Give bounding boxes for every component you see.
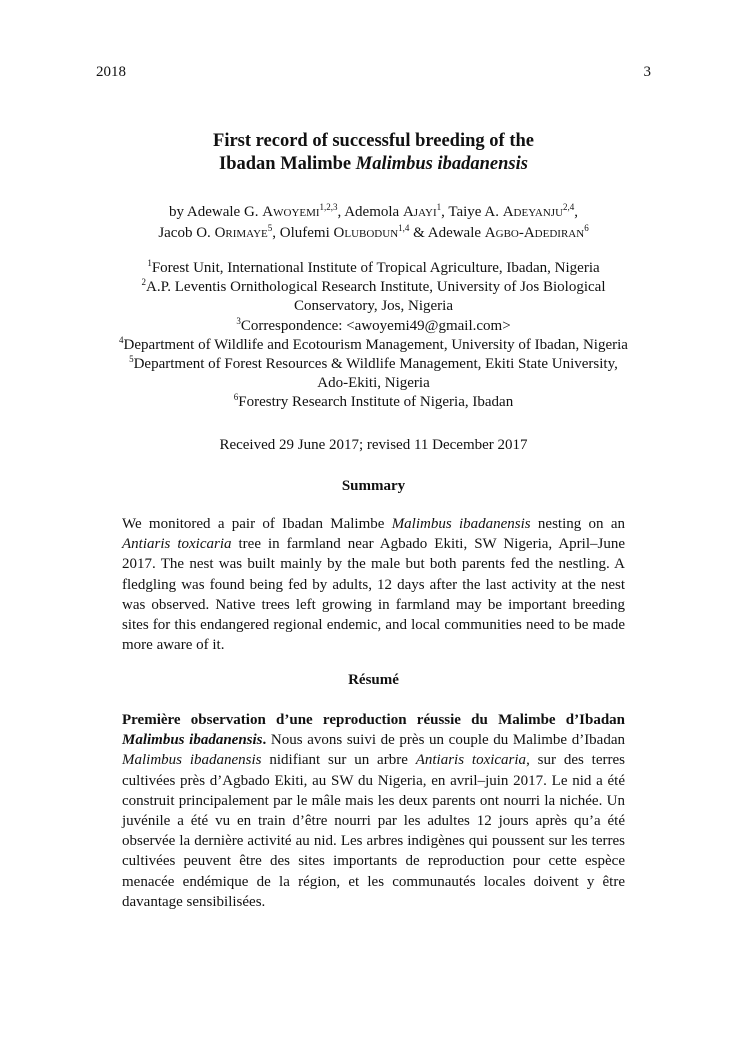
affiliation-5 xyxy=(0,355,747,374)
resume-title-species: Malimbus ibadanensis xyxy=(122,732,263,749)
affiliation-sup: 6 xyxy=(233,392,239,403)
affiliation-text: Department of Forest Resources & Wildlife Management, Ekiti State University, xyxy=(133,356,618,373)
author-family: Ajayi xyxy=(402,204,437,220)
received-dates: Received 29 June 2017; revised 11 December 2017 xyxy=(219,437,528,453)
title-line-1: First record of successful breeding of the xyxy=(213,131,534,151)
affiliation-2 xyxy=(0,278,747,297)
affiliation-text: Forestry Research Institute of Nigeria, Ibadan xyxy=(238,394,514,411)
summary-text-part: We monitored a pair of Ibadan Malimbe xyxy=(122,516,392,532)
author-family: Adeyanju xyxy=(502,204,564,220)
summary-heading: Summary xyxy=(341,478,406,494)
author-line-2 xyxy=(0,223,747,244)
affiliation-2-continued: Conservatory, Jos, Nigeria xyxy=(294,298,453,315)
affiliation-text: A.P. Leventis Ornithological Research Institute, University of Jos Biological xyxy=(145,279,606,296)
affiliation-sup: 3 xyxy=(236,315,241,326)
affiliation-1 xyxy=(0,259,747,278)
author-list xyxy=(0,202,747,244)
summary-text-part: nesting on an xyxy=(530,516,625,532)
affiliation-text: Department of Wildlife and Ecotourism Management, University of Ibadan, Nigeria xyxy=(123,336,628,353)
author-separator: , xyxy=(574,204,579,220)
resume-text-part: Nous avons suivi de près un couple du Malimbe d’Ibadan xyxy=(266,732,626,749)
author-given: Adewale G. xyxy=(186,204,263,220)
correspondence-email[interactable]: Correspondence: <awoyemi49@gmail.com> xyxy=(240,317,511,334)
author-given: , Taiye A. xyxy=(441,204,503,220)
affiliation-sup: 2 xyxy=(141,277,146,288)
affiliation-sup: 4 xyxy=(119,334,124,345)
author-affil-sup: 2,4 xyxy=(563,202,575,212)
title-common-name: Ibadan Malimbe xyxy=(219,154,356,174)
tree-species-name: Antiaris toxicaria xyxy=(122,536,232,553)
author-family: Orimaye xyxy=(214,225,268,241)
author-affil-sup: 6 xyxy=(584,223,589,233)
author-line-1 xyxy=(0,202,747,223)
title-species-name: Malimbus ibadanensis xyxy=(355,154,528,174)
resume-heading: Résumé xyxy=(348,672,399,688)
author-affil-sup: 1 xyxy=(436,202,442,212)
affiliation-3 xyxy=(0,317,747,336)
affiliation-5-continued: Ado-Ekiti, Nigeria xyxy=(317,375,430,392)
species-name: Malimbus ibadanensis xyxy=(122,752,262,769)
resume-title: Première observation d’une reproduction réussie du Malimbe d’Ibadan xyxy=(122,712,625,728)
author-family: Olubodun xyxy=(333,225,399,241)
affiliation-sup: 5 xyxy=(129,354,134,365)
author-affil-sup: 1,2,3 xyxy=(319,202,338,212)
affiliation-6 xyxy=(0,393,747,412)
author-family: Awoyemi xyxy=(262,204,320,220)
species-name: Malimbus ibadanensis xyxy=(391,516,531,532)
resume-paragraph xyxy=(122,710,625,912)
article-title xyxy=(0,130,747,176)
resume-text-part: nidifiant sur un arbre xyxy=(261,752,416,769)
resume-title-end: . xyxy=(262,732,267,749)
resume-text-part: , sur des terres cultivées près d’Agbado Ekiti, au SW du Nigeria, en avril–juin 2017. Le nid a été construit principalement par le mâle mais les deux parents ont nourri la nichée. Un juvénile a été vu en train d’être nourri par les adultes 12 jours après qu’a été observée la dernière activité au nid. Les arbres indigènes qui poussent sur les terres cultivées peuvent être des sites importants de reproduction pour cette espèce menacée endémique de la région, et les communautés locales doivent y être davantage sensibilisées. xyxy=(122,752,625,910)
summary-paragraph xyxy=(122,514,625,655)
author-given: , Ademola xyxy=(337,204,403,220)
author-affil-sup: 1,4 xyxy=(398,223,410,233)
tree-species-name: Antiaris toxicaria xyxy=(415,752,527,769)
summary-text-part: tree in farmland near Agbado Ekiti, SW Nigeria, April–June 2017. The nest was built mainly by the male but both parents fed the nestling. A fledgling was found being fed by adults, 12 days after the last activity at the nest was observed. Native trees left growing in farmland may be important breeding sites for this endangered regional endemic, and local communities need to be made more aware of it. xyxy=(122,536,625,654)
author-affil-sup: 5 xyxy=(267,223,273,233)
running-header-year: 2018 xyxy=(96,64,126,80)
author-given: Jacob O. xyxy=(158,225,215,241)
affiliation-sup: 1 xyxy=(147,258,152,268)
author-prefix: by xyxy=(168,204,187,220)
author-family: Agbo-Adediran xyxy=(484,225,585,241)
author-given: , Olufemi xyxy=(272,225,334,241)
affiliation-list xyxy=(0,259,747,413)
title-line-2 xyxy=(0,153,747,176)
affiliation-4 xyxy=(0,336,747,355)
author-given: & Adewale xyxy=(409,225,485,241)
page-number: 3 xyxy=(643,64,651,80)
affiliation-text: Forest Unit, International Institute of Tropical Agriculture, Ibadan, Nigeria xyxy=(151,260,600,276)
